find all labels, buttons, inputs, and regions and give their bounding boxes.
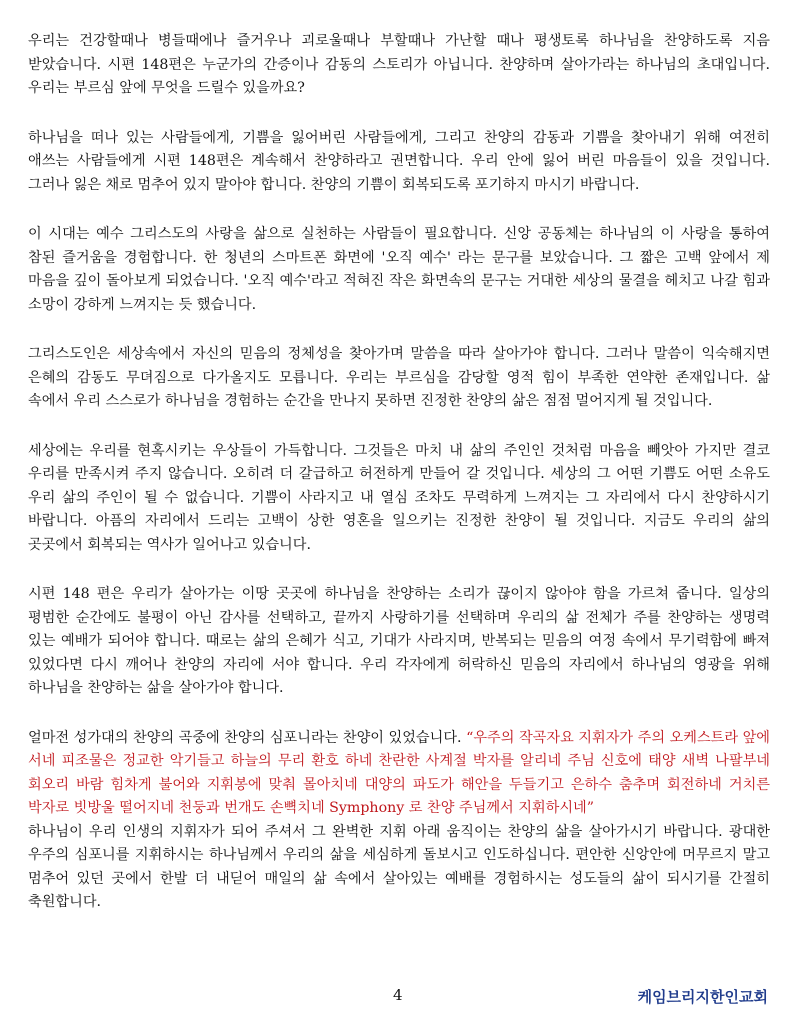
paragraph-4: 그리스도인은 세상속에서 자신의 믿음의 정체성을 찾아가며 말씀을 따라 살아가야 합니다. 그러나 말씀이 익숙해지면 은혜의 감동도 무뎌짐으로 다가올지도 모릅니다. 우리는 부르심을 감당할 영적 힘이 부족한 연약한 존재입니다. 삶 속에서 우리 스스로가 하나님을 경험하는 순간을 만나지 못하면 진정한 찬양의 삶은 점점 멀어지게 될 것입니다.: [28, 346, 770, 409]
paragraph-3: 이 시대는 예수 그리스도의 사랑을 삶으로 실천하는 사람들이 필요합니다. 신앙 공동체는 하나님의 이 사랑을 통하여 참된 즐거움을 경험합니다. 한 청년의 스마트폰 화면에 '오직 예수' 라는 문구를 보았습니다. 그 짧은 고백 앞에서 제 마음을 깊이 돌아보게 되었습니다. '오직 예수'라고 적혀진 작은 화면속의 문구는 거대한 세상의 물결을 헤치고 나갈 힘과 소망이 강하게 느껴지는 듯 했습니다.: [28, 226, 770, 313]
closing-paragraph: 하나님이 우리 인생의 지휘자가 되어 주셔서 그 완벽한 지휘 아래 움직이는 찬양의 삶을 살아가시기 바랍니다. 광대한 우주의 심포니를 지휘하시는 하나님께서 우리의 삶을 세심하게 돌보시고 인도하십니다. 편안한 신앙안에 머무르지 말고 멈추어 있던 곳에서 한발 더 내딛어 매일의 삶 속에서 살아있는 예배를 경험하시는 성도들의 삶이 되시기를 간절히 축원합니다.: [28, 823, 770, 910]
paragraph-7-intro: 얼마전 성가대의 찬양의 곡중에 찬양의 심포니라는 찬양이 있었습니다.: [28, 729, 467, 746]
paragraph-2: 하나님을 떠나 있는 사람들에게, 기쁨을 잃어버린 사람들에게, 그리고 찬양의 감동과 기쁨을 찾아내기 위해 여전히 애쓰는 사람들에게 시편 148편은 계속해서 찬양하라고 권면합니다. 우리 안에 잃어 버린 마음들이 있을 것입니다. 그러나 잃은 채로 멈추어 있지 말아야 합니다. 찬양의 기쁨이 회복되도록 포기하지 마시기 바랍니다.: [28, 129, 770, 193]
paragraph-6: 시편 148 편은 우리가 살아가는 이땅 곳곳에 하나님을 찬양하는 소리가 끊이지 않아야 함을 가르쳐 줍니다. 일상의 평범한 순간에도 불평이 아닌 감사를 선택하고, 끝까지 사랑하기를 선택하며 우리의 삶 전체가 주를 찬양하는 생명력 있는 예배가 되어야 합니다. 때로는 삶의 은혜가 식고, 기대가 사라지며, 반복되는 믿음의 여정 속에서 무기력함에 빠져 있었다면 다시 깨어나 찬양의 자리에 서야 합니다. 우리 각자에게 허락하신 믿음의 자리에서 하나님의 영광을 위해 하나님을 찬양하는 삶을 살아가야 합니다.: [28, 586, 770, 696]
page-number: 4: [393, 986, 403, 1004]
hymn-quote: “우주의 작곡자요 지휘자가 주의 오케스트라 앞에 서네 피조물은 정교한 악기들고 하늘의 무리 환호 하네 찬란한 사계절 박자를 알리네 주님 신호에 태양 새벽 나팔부네 회오리 바람 힘차게 불어와 지휘봉에 맞춰 몰아치네 대양의 파도가 해안을 두들기고 은하수 춤추며 회전하네 거치른 박자로 빗방울 떨어지네 천둥과 번개도 손뼉치네 Symphony 로 찬양 주님께서 지휘하시네”: [28, 729, 771, 816]
paragraph-1: 우리는 건강할때나 병들때에나 즐거우나 괴로울때나 부할때나 가난할 때나 평생토록 하나님을 찬양하도록 지음 받았습니다. 시편 148편은 누군가의 간증이나 감동의 스토리가 아닙니다. 찬양하며 살아가라는 하나님의 초대입니다. 우리는 부르심 앞에 무엇을 드릴수 있을까요?: [28, 33, 771, 96]
paragraph-7: [28, 727, 770, 821]
document-body: [28, 30, 770, 915]
paragraph-5: 세상에는 우리를 현혹시키는 우상들이 가득합니다. 그것들은 마치 내 삶의 주인인 것처럼 마음을 빼앗아 가지만 결코 우리를 만족시켜 주지 않습니다. 오히려 더 갈급하고 허전하게 만들어 갈 것입니다. 세상의 그 어떤 기쁨도 어떤 소유도 우리 삶의 주인이 될 수 없습니다. 기쁨이 사라지고 내 열심 조차도 무력하게 느껴지는 그 자리에서 다시 찬양하시기 바랍니다. 아픔의 자리에서 드리는 고백이 상한 영혼을 일으키는 진정한 찬양이 될 것입니다. 지금도 우리의 삶의 곳곳에서 회복되는 역사가 일어나고 있습니다.: [28, 442, 770, 553]
church-name: 케임브리지한인교회: [637, 988, 768, 1006]
